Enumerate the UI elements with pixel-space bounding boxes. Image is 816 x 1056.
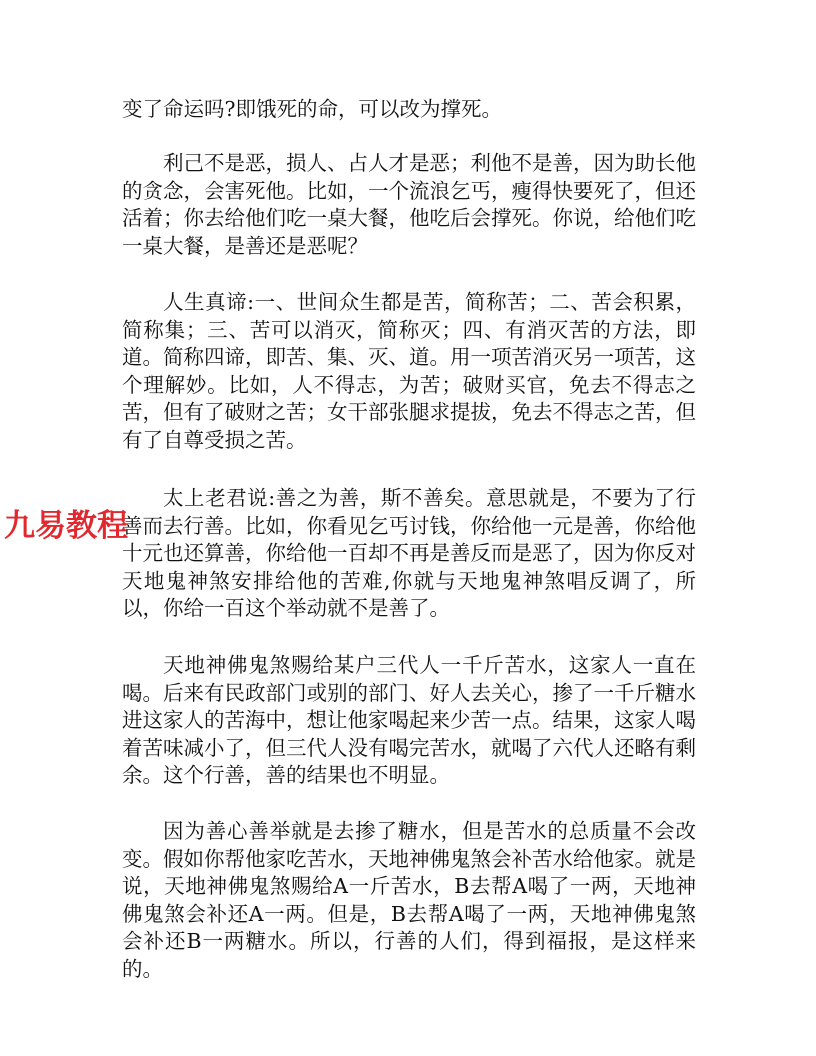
paragraph-1	[122, 96, 696, 124]
paragraph-text: 变了命运吗?即饿死的命，可以改为撑死。	[122, 97, 502, 121]
paragraph-text: 天地神佛鬼煞赐给某户三代人一千斤苦水，这家人一直在喝。后来有民政部门或别的部门、好人去关心，掺了一千斤糖水进这家人的苦海中，想让他家喝起来少苦一点。结果，这家人喝着苦味减小了，但三代人没有喝完苦水，就喝了六代人还略有剩余。这个行善，善的结果也不明显。	[122, 653, 696, 787]
paragraph-text: 利己不是恶，损人、占人才是恶；利他不是善，因为助长他的贪念，会害死他。比如，一个流浪乞丐，瘦得快要死了，但还活着；你去给他们吃一桌大餐，他吃后会撑死。你说，给他们吃一桌大餐，是善还是恶呢？	[122, 151, 696, 258]
paragraph-6	[122, 818, 696, 983]
paragraph-2	[122, 150, 696, 260]
watermark-logo: 九易教程	[4, 508, 128, 544]
paragraph-4	[122, 485, 696, 623]
paragraph-text: 太上老君说:善之为善，斯不善矣。意思就是，不要为了行善而去行善。比如，你看见乞丐讨钱，你给他一元是善，你给他十元也还算善，你给他一百却不再是善反而是恶了，因为你反对天地鬼神煞安排给他的苦难,你就与天地鬼神煞唱反调了，所以，你给一百这个举动就不是善了。	[122, 486, 696, 620]
paragraph-5	[122, 652, 696, 790]
paragraph-3	[122, 289, 696, 454]
paragraph-text: 人生真谛:一、世间众生都是苦，简称苦；二、苦会积累，简称集；三、苦可以消灭，简称灭；四、有消灭苦的方法，即道。简称四谛，即苦、集、灭、道。用一项苦消灭另一项苦，这个理解妙。比如，人不得志，为苦；破财买官，免去不得志之苦，但有了破财之苦；女干部张腿求提拔，免去不得志之苦，但有了自尊受损之苦。	[122, 290, 696, 452]
paragraph-text: 因为善心善举就是去掺了糖水，但是苦水的总质量不会改变。假如你帮他家吃苦水，天地神佛鬼煞会补苦水给他家。就是说，天地神佛鬼煞赐给A一斤苦水，B去帮A喝了一两，天地神佛鬼煞会补还A一两。但是，B去帮A喝了一两，天地神佛鬼煞会补还B一两糖水。所以，行善的人们，得到福报，是这样来的。	[122, 819, 696, 981]
